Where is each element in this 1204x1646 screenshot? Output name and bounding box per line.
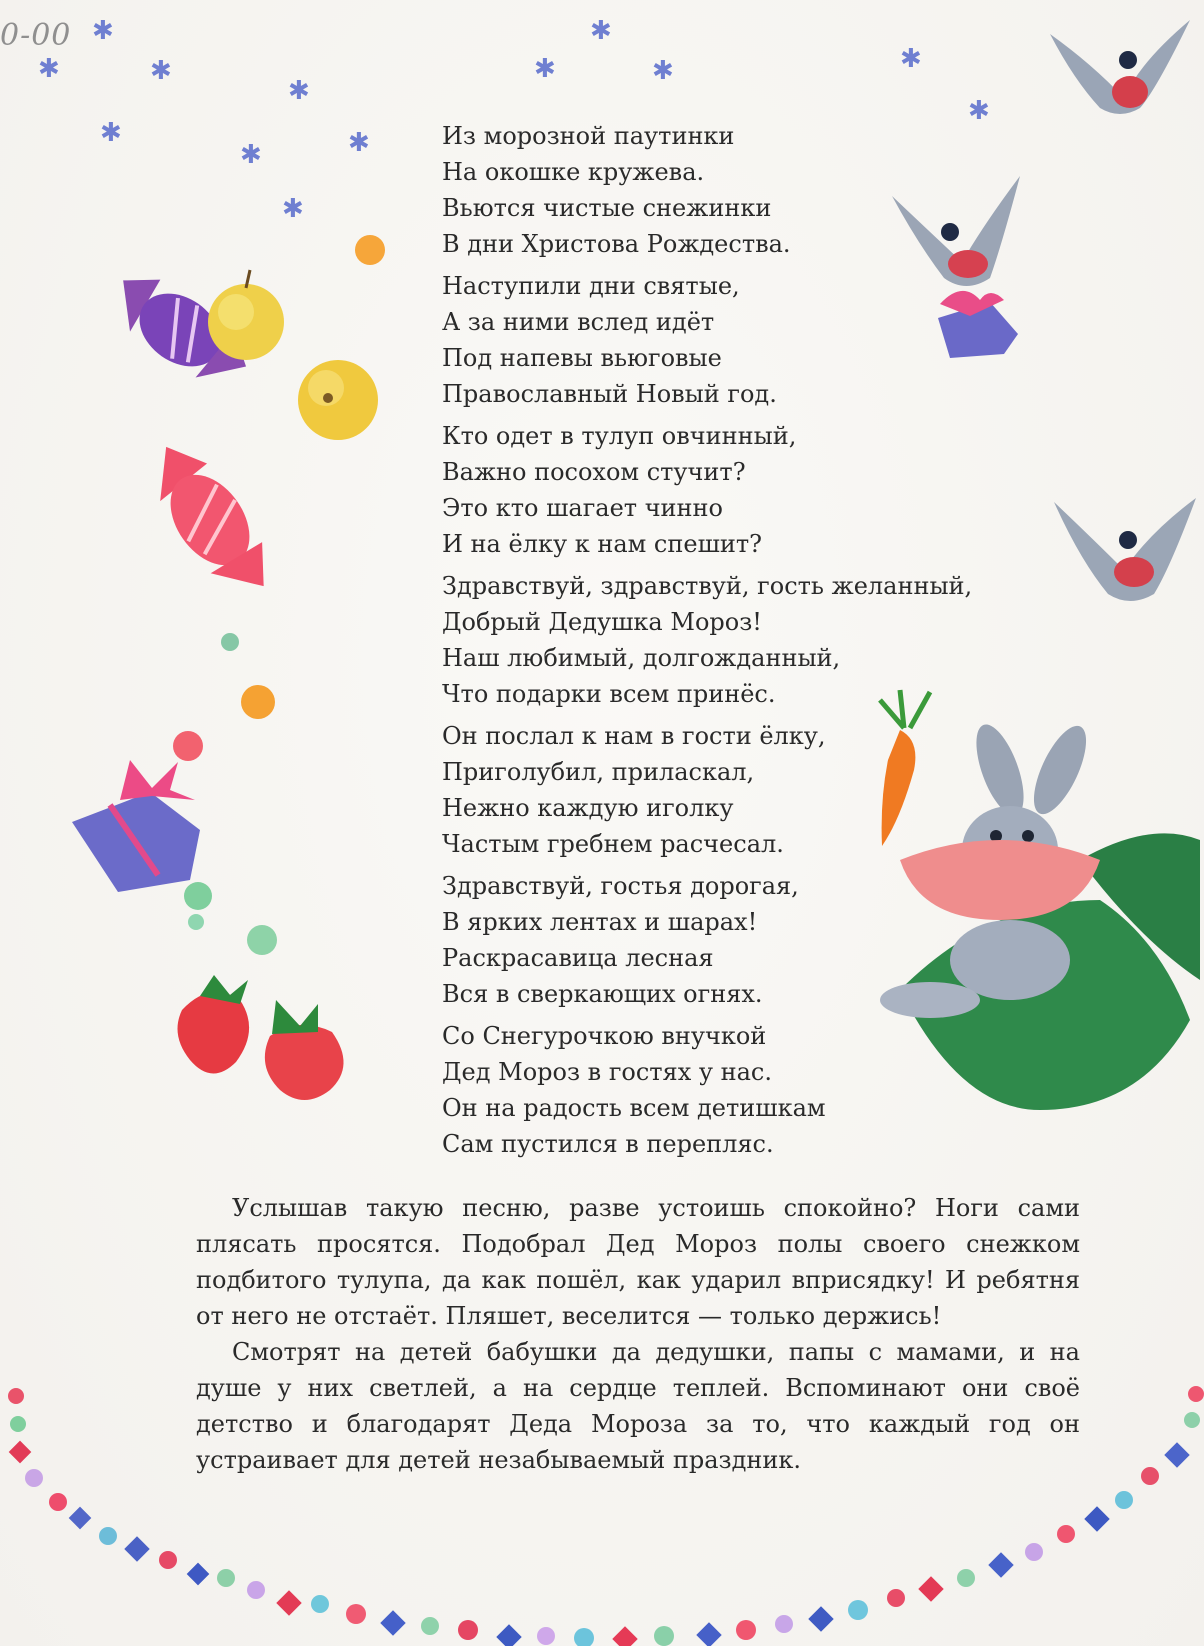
snowflake-icon: ✱ [92, 16, 114, 46]
poem-stanza [442, 568, 1002, 712]
poem-line: Из морозной паутинки [442, 122, 735, 150]
bead-icon [355, 235, 385, 265]
poem-line: Под напевы вьюговые [442, 344, 722, 372]
poem-line: Нежно каждую иголку [442, 794, 734, 822]
poem-line: В дни Христова Рождества. [442, 230, 791, 258]
poem [442, 118, 1002, 1168]
gift-box-icon [72, 760, 200, 892]
poem-line: Приголубил, приласкал, [442, 758, 755, 786]
bead-icon [247, 925, 277, 955]
snowflake-icon: ✱ [240, 140, 262, 170]
poem-line: Сам пустился в перепляс. [442, 1130, 774, 1158]
snowflake-icon: ✱ [150, 56, 172, 86]
bead-icon [184, 882, 212, 910]
apple-icon [298, 360, 378, 440]
poem-line: Он на радость всем детишкам [442, 1094, 826, 1122]
poem-line: Он послал к нам в гости ёлку, [442, 722, 826, 750]
snowflake-icon: ✱ [590, 16, 612, 46]
poem-line: Раскрасавица лесная [442, 944, 714, 972]
poem-stanza [442, 1018, 1002, 1162]
strawberry-icon [178, 975, 250, 1074]
poem-line: Частым гребнем расчесал. [442, 830, 784, 858]
poem-line: Что подарки всем принёс. [442, 680, 776, 708]
strawberry-icon [265, 1000, 344, 1100]
poem-line: Это кто шагает чинно [442, 494, 723, 522]
poem-stanza [442, 868, 1002, 1012]
poem-stanza [442, 268, 1002, 412]
poem-line: В ярких лентах и шарах! [442, 908, 758, 936]
poem-line: Здравствуй, гостья дорогая, [442, 872, 799, 900]
bead-icon [241, 685, 275, 719]
apple-icon [208, 270, 284, 360]
poem-line: Вся в сверкающих огнях. [442, 980, 763, 1008]
poem-line: Вьются чистые снежинки [442, 194, 772, 222]
poem-line: На окошке кружева. [442, 158, 705, 186]
prose-paragraph: Услышав такую песню, разве устоишь спокойно? Ноги сами плясать просятся. Подобрал Дед Мороз полы своего снежком подбитого тулупа, да как пошёл, как ударил вприсядку! И ребятня от него не отстаёт. Пляшет, веселится — только держись! [196, 1194, 1080, 1330]
snowflake-icon: ✱ [968, 96, 990, 126]
poem-line: Наш любимый, долгожданный, [442, 644, 841, 672]
poem-line: Со Снегурочкою внучкой [442, 1022, 767, 1050]
snowflake-icon: ✱ [534, 54, 556, 84]
bead-icon [188, 914, 204, 930]
bead-icon [221, 633, 239, 651]
poem-stanza [442, 118, 1002, 262]
poem-line: Кто одет в тулуп овчинный, [442, 422, 797, 450]
pink-candy-icon [134, 431, 286, 608]
poem-line: Наступили дни святые, [442, 272, 740, 300]
poem-line: Здравствуй, здравствуй, гость желанный, [442, 572, 973, 600]
snowflake-icon: ✱ [100, 118, 122, 148]
poem-line: Важно посохом стучит? [442, 458, 746, 486]
prose-paragraph: Смотрят на детей бабушки да дедушки, папы с мамами, и на душе у них светлей, а на сердце теплей. Вспоминают они своё детство и благодарят Деда Мороза за то, что каждый год он устраивает для детей незабываемый праздник. [196, 1338, 1080, 1474]
poem-stanza [442, 418, 1002, 562]
snowflake-icon: ✱ [652, 56, 674, 86]
bead-icon [173, 731, 203, 761]
poem-line: Дед Мороз в гостях у нас. [442, 1058, 772, 1086]
snowflake-icon: ✱ [38, 54, 60, 84]
bullfinch-icon [1054, 498, 1196, 601]
snowflake-icon: ✱ [348, 128, 370, 158]
corner-pencil-mark: 0-00 [0, 18, 72, 53]
bullfinch-icon [1050, 20, 1190, 114]
poem-line: И на ёлку к нам спешит? [442, 530, 763, 558]
prose [196, 1190, 1080, 1478]
poem-line: А за ними вслед идёт [442, 308, 715, 336]
poem-line: Православный Новый год. [442, 380, 777, 408]
poem-stanza [442, 718, 1002, 862]
snowflake-icon: ✱ [282, 194, 304, 224]
snowflake-icon: ✱ [900, 44, 922, 74]
poem-line: Добрый Дедушка Мороз! [442, 608, 762, 636]
snowflake-icon: ✱ [288, 76, 310, 106]
